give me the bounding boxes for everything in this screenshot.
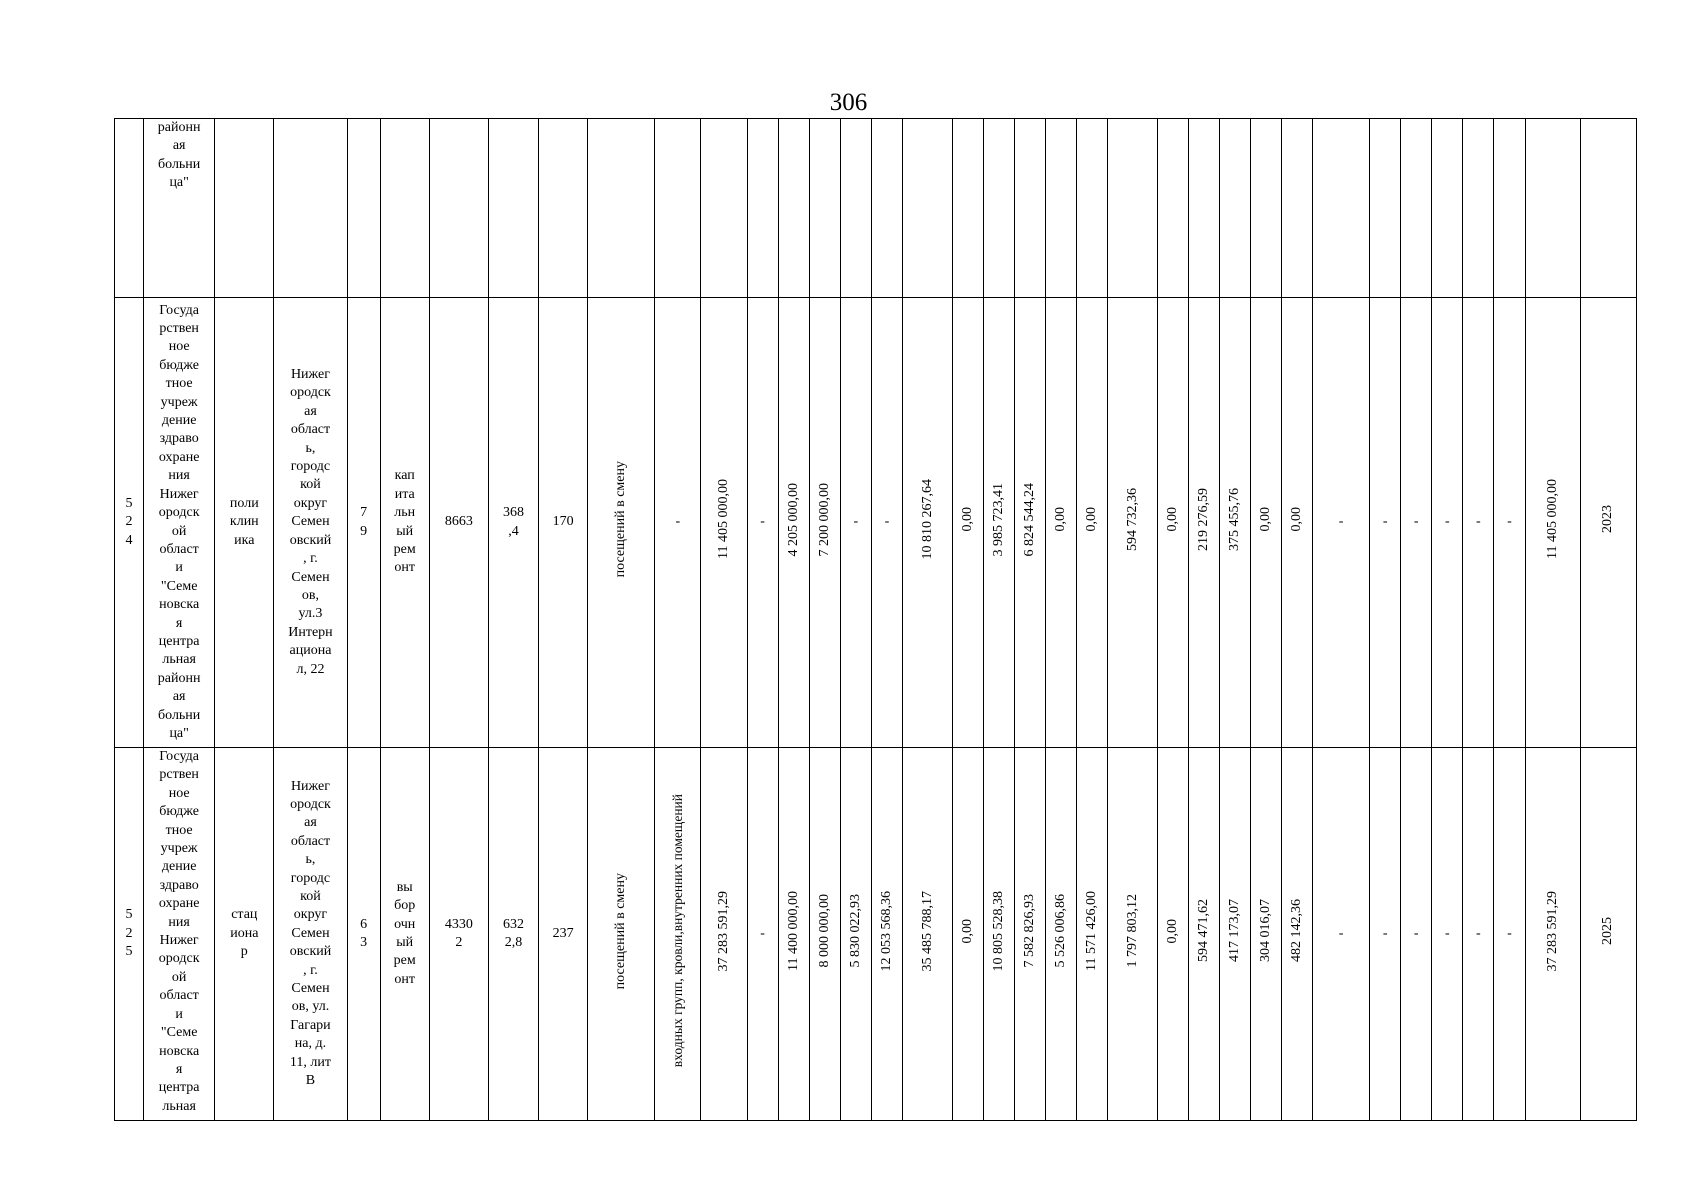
data-cell: - <box>1432 748 1463 1121</box>
data-cell <box>1219 119 1250 298</box>
data-cell: 0,00 <box>1250 298 1281 748</box>
data-cell <box>1015 119 1046 298</box>
elements-cell: - <box>655 298 701 748</box>
address-cell: Нижег ородск ая област ь, городс кой округ Семен овский , г. Семен ов, ул.3 Интерн ациона л, 22 <box>274 298 347 748</box>
data-cell: 7 200 000,00 <box>809 298 840 748</box>
table-row <box>115 748 1637 1121</box>
institution-name-cell: районн ая больни ца" <box>144 119 215 298</box>
year-built-cell: 6 3 <box>347 748 380 1121</box>
area-cell <box>429 119 488 298</box>
data-cell <box>984 119 1015 298</box>
data-cell: - <box>1370 298 1401 748</box>
data-cell <box>871 119 902 298</box>
table-row <box>115 298 1637 748</box>
data-cell: - <box>840 298 871 748</box>
year-built-cell: 7 9 <box>347 298 380 748</box>
data-cell: 37 283 591,29 <box>1525 748 1580 1121</box>
data-cell: 219 276,59 <box>1188 298 1219 748</box>
work-type-cell <box>380 119 429 298</box>
row-number-cell: 5 2 4 <box>115 298 144 748</box>
data-cell <box>1281 119 1312 298</box>
page-number: 306 <box>829 89 868 116</box>
capacity-cell <box>539 119 588 298</box>
floor-area-cell <box>488 119 538 298</box>
data-cell: 1 797 803,12 <box>1108 748 1157 1121</box>
data-cell: 0,00 <box>1077 298 1108 748</box>
data-cell: 304 016,07 <box>1250 748 1281 1121</box>
elements-cell <box>655 119 701 298</box>
elements-cell: входных групп, кровли,внутренних помещений <box>655 748 701 1121</box>
address-cell: Нижег ородск ая област ь, городс кой округ Семен овский , г. Семен ов, ул. Гагари на, д. 11, лит В <box>274 748 347 1121</box>
data-cell <box>1046 119 1077 298</box>
data-cell <box>778 119 809 298</box>
data-cell: 4 205 000,00 <box>778 298 809 748</box>
data-cell: - <box>1401 298 1432 748</box>
data-cell: - <box>871 298 902 748</box>
purpose-cell: стац иона р <box>215 748 274 1121</box>
data-cell: - <box>1312 298 1369 748</box>
purpose-cell <box>215 119 274 298</box>
data-cell <box>1580 119 1636 298</box>
capacity-cell: 237 <box>539 748 588 1121</box>
data-cell <box>840 119 871 298</box>
work-type-cell: кап ита льн ый рем онт <box>380 298 429 748</box>
data-cell: 10 805 528,38 <box>984 748 1015 1121</box>
capacity-unit-cell: посещений в смену <box>588 298 655 748</box>
data-cell <box>1312 119 1369 298</box>
data-cell: - <box>747 298 778 748</box>
data-cell: 35 485 788,17 <box>902 748 952 1121</box>
data-cell: 0,00 <box>1157 298 1188 748</box>
data-cell: - <box>1312 748 1369 1121</box>
data-cell <box>1250 119 1281 298</box>
data-cell: 12 053 568,36 <box>871 748 902 1121</box>
data-cell: - <box>1432 298 1463 748</box>
row-number-cell: 5 2 5 <box>115 748 144 1121</box>
data-cell: 594 732,36 <box>1108 298 1157 748</box>
data-cell <box>1463 119 1494 298</box>
data-cell: 11 400 000,00 <box>778 748 809 1121</box>
data-cell <box>1432 119 1463 298</box>
data-cell <box>1188 119 1219 298</box>
data-cell: - <box>1494 748 1525 1121</box>
table-row <box>115 119 1637 298</box>
purpose-cell: поли клин ика <box>215 298 274 748</box>
data-cell: 0,00 <box>1281 298 1312 748</box>
data-cell: 0,00 <box>953 298 984 748</box>
floor-area-cell: 632 2,8 <box>488 748 538 1121</box>
data-cell: 5 830 022,93 <box>840 748 871 1121</box>
data-cell: 417 173,07 <box>1219 748 1250 1121</box>
data-cell <box>1401 119 1432 298</box>
data-cell: 2023 <box>1580 298 1636 748</box>
data-cell: 7 582 826,93 <box>1015 748 1046 1121</box>
data-cell: 0,00 <box>1157 748 1188 1121</box>
data-cell: - <box>1401 748 1432 1121</box>
institution-name-cell: Госуда рствен ное бюдже тное учреж дение здраво охране ния Нижег ородск ой област и "Семе новска я центра льная районн ая больни ца" <box>144 298 215 748</box>
data-cell: 3 985 723,41 <box>984 298 1015 748</box>
data-cell: - <box>747 748 778 1121</box>
data-cell: - <box>1370 748 1401 1121</box>
data-cell: 2025 <box>1580 748 1636 1121</box>
area-cell: 8663 <box>429 298 488 748</box>
data-cell <box>1494 119 1525 298</box>
data-cell <box>902 119 952 298</box>
data-cell: 594 471,62 <box>1188 748 1219 1121</box>
floor-area-cell: 368 ,4 <box>488 298 538 748</box>
data-cell: 10 810 267,64 <box>902 298 952 748</box>
work-type-cell: вы бор очн ый рем онт <box>380 748 429 1121</box>
data-cell: 11 571 426,00 <box>1077 748 1108 1121</box>
register-table <box>114 118 1637 1121</box>
data-cell: - <box>1494 298 1525 748</box>
data-cell: - <box>1463 298 1494 748</box>
capacity-cell: 170 <box>539 298 588 748</box>
data-cell <box>809 119 840 298</box>
data-cell: 482 142,36 <box>1281 748 1312 1121</box>
data-cell <box>1370 119 1401 298</box>
row-number-cell <box>115 119 144 298</box>
address-cell <box>274 119 347 298</box>
data-cell: 0,00 <box>1046 298 1077 748</box>
data-cell: - <box>1463 748 1494 1121</box>
year-built-cell <box>347 119 380 298</box>
data-cell: 6 824 544,24 <box>1015 298 1046 748</box>
data-cell <box>701 119 747 298</box>
capacity-unit-cell: посещений в смену <box>588 748 655 1121</box>
data-cell <box>747 119 778 298</box>
data-cell <box>1108 119 1157 298</box>
data-cell: 8 000 000,00 <box>809 748 840 1121</box>
data-cell: 37 283 591,29 <box>701 748 747 1121</box>
data-cell: 11 405 000,00 <box>701 298 747 748</box>
data-cell <box>1525 119 1580 298</box>
institution-name-cell: Госуда рствен ное бюдже тное учреж дение здраво охране ния Нижег ородск ой област и "Семе новска я центра льная <box>144 748 215 1121</box>
data-cell: 0,00 <box>953 748 984 1121</box>
data-cell <box>1077 119 1108 298</box>
data-cell <box>1157 119 1188 298</box>
capacity-unit-cell <box>588 119 655 298</box>
area-cell: 4330 2 <box>429 748 488 1121</box>
data-cell: 11 405 000,00 <box>1525 298 1580 748</box>
data-cell: 5 526 006,86 <box>1046 748 1077 1121</box>
data-cell: 375 455,76 <box>1219 298 1250 748</box>
data-cell <box>953 119 984 298</box>
